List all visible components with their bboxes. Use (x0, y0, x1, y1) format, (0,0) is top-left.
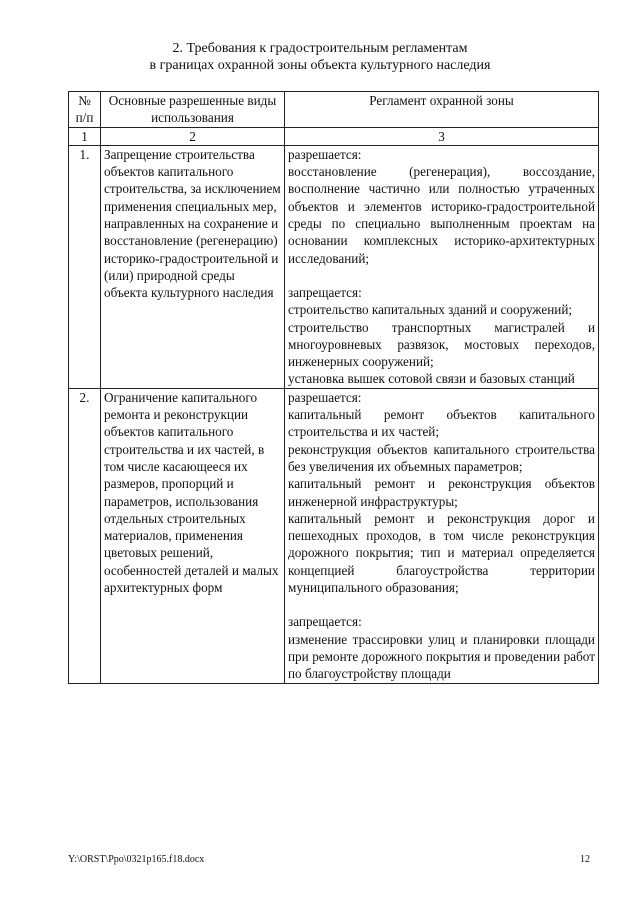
header-use: Основные разрешенные виды использования (101, 92, 285, 128)
table-row (69, 388, 599, 683)
title-line-2: в границах охранной зоны объекта культурного наследия (149, 58, 491, 73)
footer-file-path: Y:\ORST\Ppo\0321p165.f18.docx (68, 854, 205, 865)
row-number: 1. (69, 145, 101, 388)
table-header-row (69, 92, 599, 128)
allowed-item: восстановление (регенерация), воссоздание, восполнение частично или полностью утраченных объектов и элементов историко-градостроительной среды по специально выполненным проектам на основании комплексных историко-архитектурных исследований; (288, 164, 595, 266)
row-number: 2. (69, 388, 101, 683)
forbidden-item: строительство транспортных магистралей и многоуровневых развязок, мостовых переходов, инженерных сооружений; (288, 319, 595, 370)
allowed-item: капитальный ремонт и реконструкция дорог и пешеходных проходов, в том числе реконструкция дорожного покрытия; тип и материал определяется концепцией благоустройства территории муниципального образования; (288, 510, 595, 596)
page-title (0, 40, 640, 74)
row-regulation (285, 388, 599, 683)
allowed-item: реконструкция объектов капитального строительства без увеличения их объемных параметров; (288, 441, 595, 474)
allowed-label: разрешается: (288, 146, 362, 162)
allowed-item: капитальный ремонт объектов капитального строительства и их частей; (288, 407, 595, 440)
column-number-row (69, 127, 599, 145)
forbidden-item: установка вышек сотовой связи и базовых станций (288, 371, 575, 387)
forbidden-label: запрещается: (288, 614, 362, 630)
row-regulation (285, 145, 599, 388)
allowed-label: разрешается: (288, 389, 362, 405)
column-number: 2 (101, 127, 285, 145)
allowed-item: капитальный ремонт и реконструкция объектов инженерной инфраструктуры; (288, 476, 595, 509)
row-use: Запрещение строительства объектов капитального строительства, за исключением применения специальных мер, направленных на сохранение и восстановление (регенерацию) историко-градостроительной и (или) природной среды объекта культурного наследия (101, 145, 285, 388)
forbidden-label: запрещается: (288, 284, 362, 300)
regulation-table (68, 91, 599, 684)
title-line-1: 2. Требования к градостроительным регламентам (172, 41, 468, 56)
header-num: № п/п (69, 92, 101, 128)
table-row (69, 145, 599, 388)
header-regulation: Регламент охранной зоны (285, 92, 599, 128)
footer-page-number: 12 (580, 854, 590, 865)
column-number: 1 (69, 127, 101, 145)
forbidden-item: изменение трассировки улиц и планировки площади при ремонте дорожного покрытия и проведении работ по благоустройству площади (288, 631, 595, 682)
row-use: Ограничение капитального ремонта и реконструкции объектов капитального строительства и их частей, в том числе касающееся их размеров, пропорций и параметров, использования отдельных строительных материалов, применения цветовых решений, особенностей деталей и малых архитектурных форм (101, 388, 285, 683)
column-number: 3 (285, 127, 599, 145)
forbidden-item: строительство капитальных зданий и сооружений; (288, 302, 573, 318)
